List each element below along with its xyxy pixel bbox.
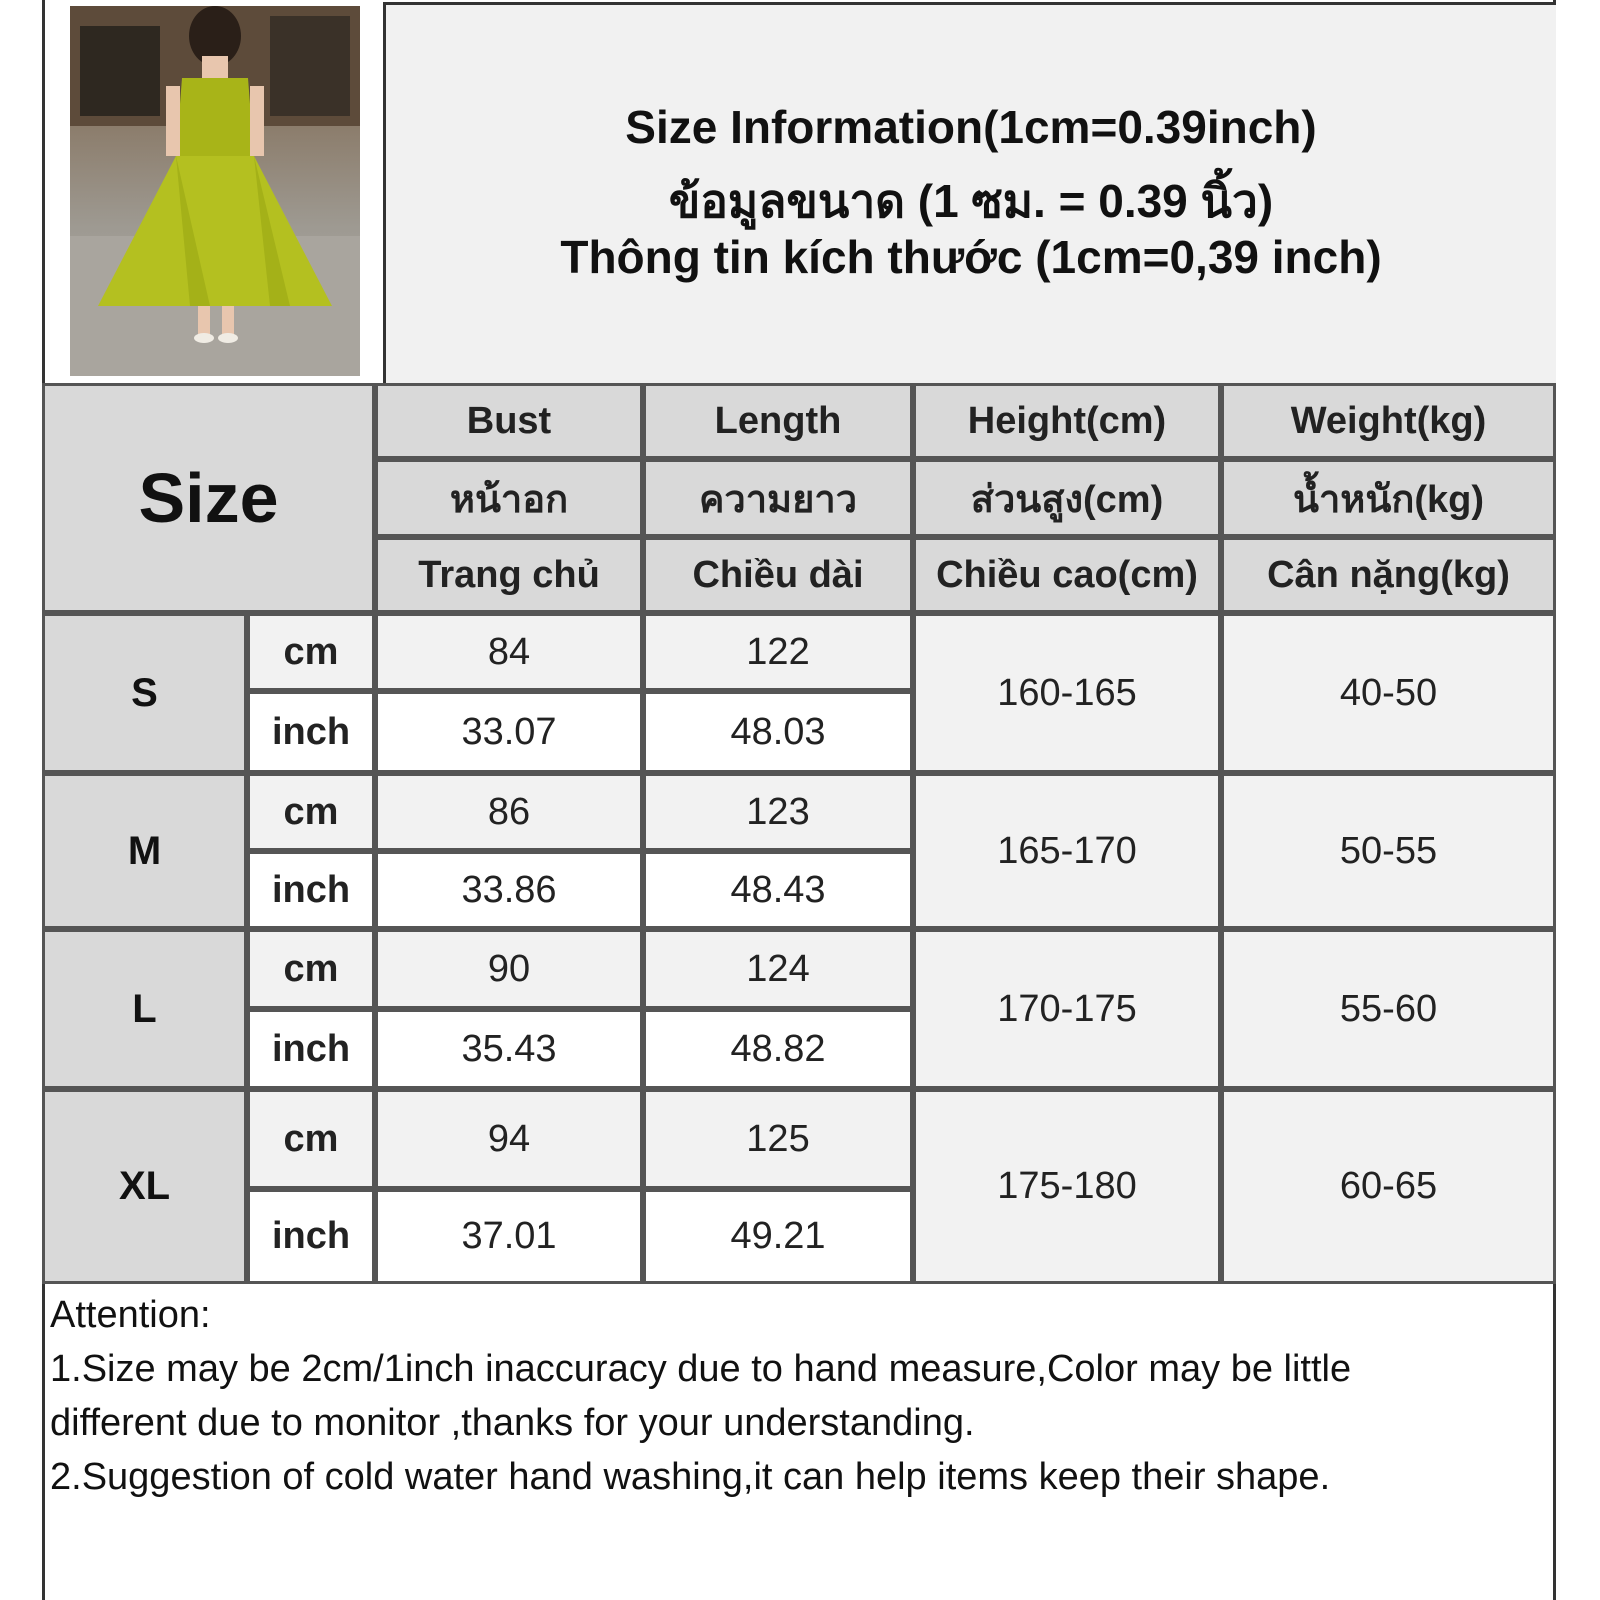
title-box bbox=[383, 2, 1556, 386]
unit-inch-label: inch bbox=[247, 1189, 375, 1284]
table-cell: 165-170 bbox=[913, 773, 1221, 929]
col-header-height-th: ส่วนสูง(cm) bbox=[913, 459, 1221, 537]
col-header-weight-en: Weight(kg) bbox=[1221, 383, 1556, 459]
size-l-label: L bbox=[42, 929, 247, 1089]
title-vietnamese: Thông tin kích thước (1cm=0,39 inch) bbox=[560, 231, 1382, 283]
col-header-bust-vi: Trang chủ bbox=[375, 537, 643, 613]
table-cell: 123 bbox=[643, 773, 913, 851]
col-header-length-th: ความยาว bbox=[643, 459, 913, 537]
table-cell: 94 bbox=[375, 1089, 643, 1189]
table-cell: 33.86 bbox=[375, 851, 643, 929]
table-cell: 160-165 bbox=[913, 613, 1221, 773]
product-photo bbox=[70, 6, 360, 376]
title-thai: ข้อมูลขนาด (1 ซม. = 0.39 นิ้ว) bbox=[668, 175, 1274, 227]
title-english: Size Information(1cm=0.39inch) bbox=[625, 101, 1317, 153]
notes-heading: Attention: bbox=[50, 1294, 211, 1336]
table-cell: 170-175 bbox=[913, 929, 1221, 1089]
unit-inch-label: inch bbox=[247, 851, 375, 929]
table-cell: 48.03 bbox=[643, 691, 913, 773]
table-cell: 49.21 bbox=[643, 1189, 913, 1284]
size-header: Size bbox=[42, 383, 375, 613]
table-cell: 175-180 bbox=[913, 1089, 1221, 1284]
col-header-bust-en: Bust bbox=[375, 383, 643, 459]
size-xl-label: XL bbox=[42, 1089, 247, 1284]
size-s-label: S bbox=[42, 613, 247, 773]
table-cell: 90 bbox=[375, 929, 643, 1009]
note-line: 2.Suggestion of cold water hand washing,it can help items keep their shape. bbox=[50, 1456, 1331, 1498]
table-cell: 55-60 bbox=[1221, 929, 1556, 1089]
dress-model-illustration bbox=[70, 6, 360, 376]
table-cell: 40-50 bbox=[1221, 613, 1556, 773]
col-header-bust-th: หน้าอก bbox=[375, 459, 643, 537]
attention-notes bbox=[50, 1288, 1550, 1504]
note-line: different due to monitor ,thanks for your understanding. bbox=[50, 1402, 975, 1444]
note-line: 1.Size may be 2cm/1inch inaccuracy due to hand measure,Color may be little bbox=[50, 1348, 1352, 1390]
col-header-length-vi: Chiều dài bbox=[643, 537, 913, 613]
table-cell: 33.07 bbox=[375, 691, 643, 773]
table-cell: 122 bbox=[643, 613, 913, 691]
table-cell: 125 bbox=[643, 1089, 913, 1189]
col-header-weight-vi: Cân nặng(kg) bbox=[1221, 537, 1556, 613]
col-header-weight-th: น้ำหนัก(kg) bbox=[1221, 459, 1556, 537]
unit-cm-label: cm bbox=[247, 1089, 375, 1189]
unit-cm-label: cm bbox=[247, 613, 375, 691]
unit-inch-label: inch bbox=[247, 691, 375, 773]
unit-cm-label: cm bbox=[247, 929, 375, 1009]
table-cell: 124 bbox=[643, 929, 913, 1009]
unit-cm-label: cm bbox=[247, 773, 375, 851]
table-cell: 86 bbox=[375, 773, 643, 851]
table-cell: 35.43 bbox=[375, 1009, 643, 1089]
table-cell: 48.82 bbox=[643, 1009, 913, 1089]
table-cell: 60-65 bbox=[1221, 1089, 1556, 1284]
table-cell: 50-55 bbox=[1221, 773, 1556, 929]
col-header-height-vi: Chiều cao(cm) bbox=[913, 537, 1221, 613]
size-m-label: M bbox=[42, 773, 247, 929]
col-header-length-en: Length bbox=[643, 383, 913, 459]
table-cell: 37.01 bbox=[375, 1189, 643, 1284]
unit-inch-label: inch bbox=[247, 1009, 375, 1089]
table-cell: 84 bbox=[375, 613, 643, 691]
col-header-height-en: Height(cm) bbox=[913, 383, 1221, 459]
table-cell: 48.43 bbox=[643, 851, 913, 929]
